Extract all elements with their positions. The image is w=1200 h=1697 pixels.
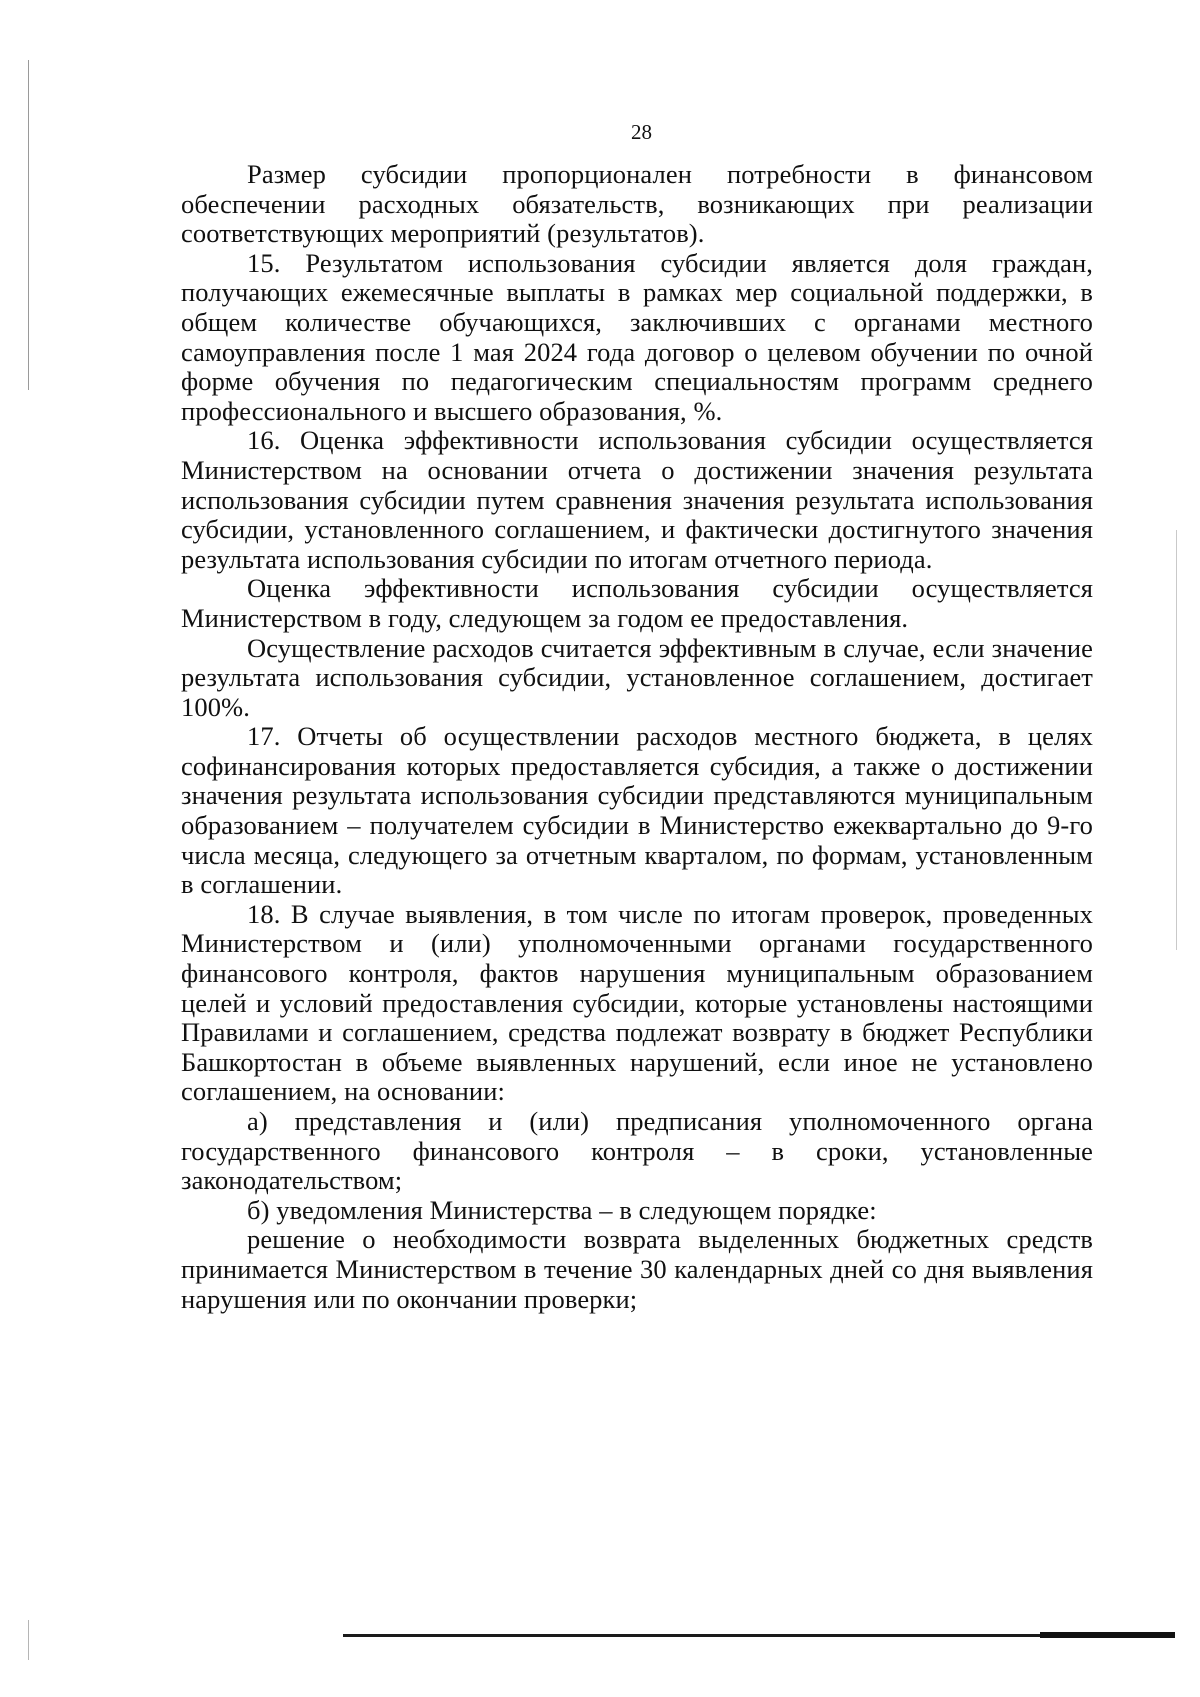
- document-body: [181, 160, 1093, 1314]
- page-number: 28: [631, 120, 652, 144]
- paragraph-16-evaluation: 16. Оценка эффективности использования субсидии осуществляется Министерством на основании отчета о достижении значения результата использования субсидии путем сравнения значения результата использования субсидии, установленного соглашением, и фактически достигнутого значения результата использования субсидии по итогам отчетного периода.: [181, 425, 1093, 574]
- scan-edge-mark: [28, 1620, 29, 1660]
- footer-rule-thick: [1040, 1632, 1175, 1638]
- paragraph-15-result: 15. Результатом использования субсидии является доля граждан, получающих ежемесячные выплаты в рамках мер социальной поддержки, в общем количестве обучающихся, заключивших с органами местного самоуправления после 1 мая 2024 года договор о целевом обучении по очной форме обучения по педагогическим специальностям программ среднего профессионального и высшего образования, %.: [181, 247, 1093, 426]
- scan-edge-mark: [1176, 530, 1177, 950]
- paragraph-subsidy-size: Размер субсидии пропорционален потребности в финансовом обеспечении расходных обязательств, возникающих при реализации соответствующих мероприятий (результатов).: [181, 159, 1093, 249]
- paragraph-efficiency-criterion: Осуществление расходов считается эффективным в случае, если значение результата использования субсидии, установленное соглашением, достигает 100%.: [181, 632, 1093, 722]
- paragraph-evaluation-timing: Оценка эффективности использования субсидии осуществляется Министерством в году, следующем за годом ее предоставления.: [181, 573, 1093, 633]
- paragraph-18-violations: 18. В случае выявления, в том числе по итогам проверок, проведенных Министерством и (или) уполномоченными органами государственного финансового контроля, фактов нарушения муниципальным образованием целей и условий предоставления субсидии, которые установлены настоящими Правилами и соглашением, средства подлежат возврату в бюджет Республики Башкортостан в объеме выявленных нарушений, если иное не установлено соглашением, на основании:: [181, 898, 1093, 1107]
- paragraph-item-a: а) представления и (или) предписания уполномоченного органа государственного финансового контроля – в сроки, установленные законодательством;: [181, 1106, 1093, 1196]
- paragraph-17-reports: 17. Отчеты об осуществлении расходов местного бюджета, в целях софинансирования которых предоставляется субсидия, а также о достижении значения результата использования субсидии представляются муниципальным образованием – получателем субсидии в Министерство ежеквартально до 9-го числа месяца, следующего за отчетным кварталом, по формам, установленным в соглашении.: [181, 721, 1093, 900]
- paragraph-return-decision: решение о необходимости возврата выделенных бюджетных средств принимается Министерством в течение 30 календарных дней со дня выявления нарушения или по окончании проверки;: [181, 1224, 1093, 1314]
- paragraph-item-b: б) уведомления Министерства – в следующем порядке:: [247, 1194, 877, 1225]
- scan-edge-mark: [28, 60, 29, 390]
